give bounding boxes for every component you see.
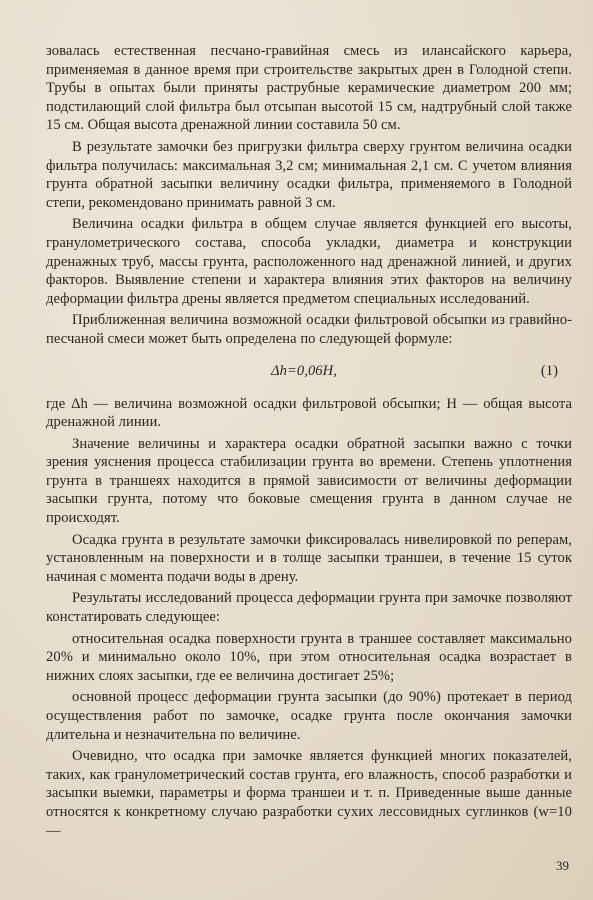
paragraph-2: В результате замочки без пригрузки фильтра сверху грунтом величина осадки фильтра получилась: максимальная 3,2 см; минимальная 2,1 см. С учетом влияния грунта обратной засыпки величину осадки фильтра, применяемого в Голодной степи, рекомендовано принимать равной 3 см. [46,138,572,211]
paragraph-1: зовалась естественная песчано-гравийная смесь из илансайского карьера, применяемая в данное время при строительстве закрытых дрен в Голодной степи. Трубы в опытах были приняты раструбные керамические диаметром 200 мм; подстилающий слой фильтра был отсыпан высотой 15 см, надтрубный слой также 15 см. Общая высота дренажной линии составила 50 см. [46,43,572,134]
paragraph-7: Осадка грунта в результате замочки фиксировалась нивелировкой по реперам, установленным на поверхности и в толще засыпки траншеи, в течение 15 суток начиная с момента подачи воды в дрену. [46,531,572,585]
paragraph-6: Значение величины и характера осадки обратной засыпки важно с точки зрения уяснения процесса стабилизации грунта во времени. Степень уплотнения грунта в траншеях находится в прямой зависимости от величины деформации засыпки грунта, потому что боковые смещения грунта в данном случае не происходят. [46,435,572,527]
paragraph-5: где Δh — величина возможной осадки фильтровой обсыпки; H — общая высота дренажной линии. [46,395,572,431]
paragraph-4: Приближенная величина возможной осадки фильтровой обсыпки из гравийно-песчаной смеси может быть определена по следующей формуле: [46,312,572,347]
body-text [46,42,572,843]
formula-row [46,362,572,384]
formula: Δh=0,06H, [271,362,337,379]
paragraph-9: относительная осадка поверхности грунта в траншее составляет максимально 20% и минимально около 10%, при этом относительная осадка возрастает в нижних слоях засыпки, где ее величина достигает 25%; [46,630,572,684]
formula-number: (1) [540,362,558,379]
page-number: 39 [556,858,569,873]
paragraph-3: Величина осадки фильтра в общем случае является функцией его высоты, гранулометрического состава, способа укладки, диаметра и конструкции дренажных труб, массы грунта, расположенного над дренажной линией, и других факторов. Выявление степени и характера влияния этих факторов на величину деформации фильтра дрены является предметом специальных исследований. [46,216,572,307]
paragraph-11: Очевидно, что осадка при замочке является функцией многих показателей, таких, как гранулометрический состав грунта, его влажность, способ разработки и засыпки выемки, параметры и форма траншеи и т. п. Приведенные выше данные относятся к конкретному случаю разработки сухих лессовидных суглинков (w=10— [46,748,572,839]
paragraph-8: Результаты исследований процесса деформации грунта при замочке позволяют констатировать следующее: [46,590,572,626]
paragraph-10: основной процесс деформации грунта засыпки (до 90%) протекает в период осуществления работ по замочке, осадке грунта после окончания замочки длительна и незначительна по величине. [46,689,572,743]
